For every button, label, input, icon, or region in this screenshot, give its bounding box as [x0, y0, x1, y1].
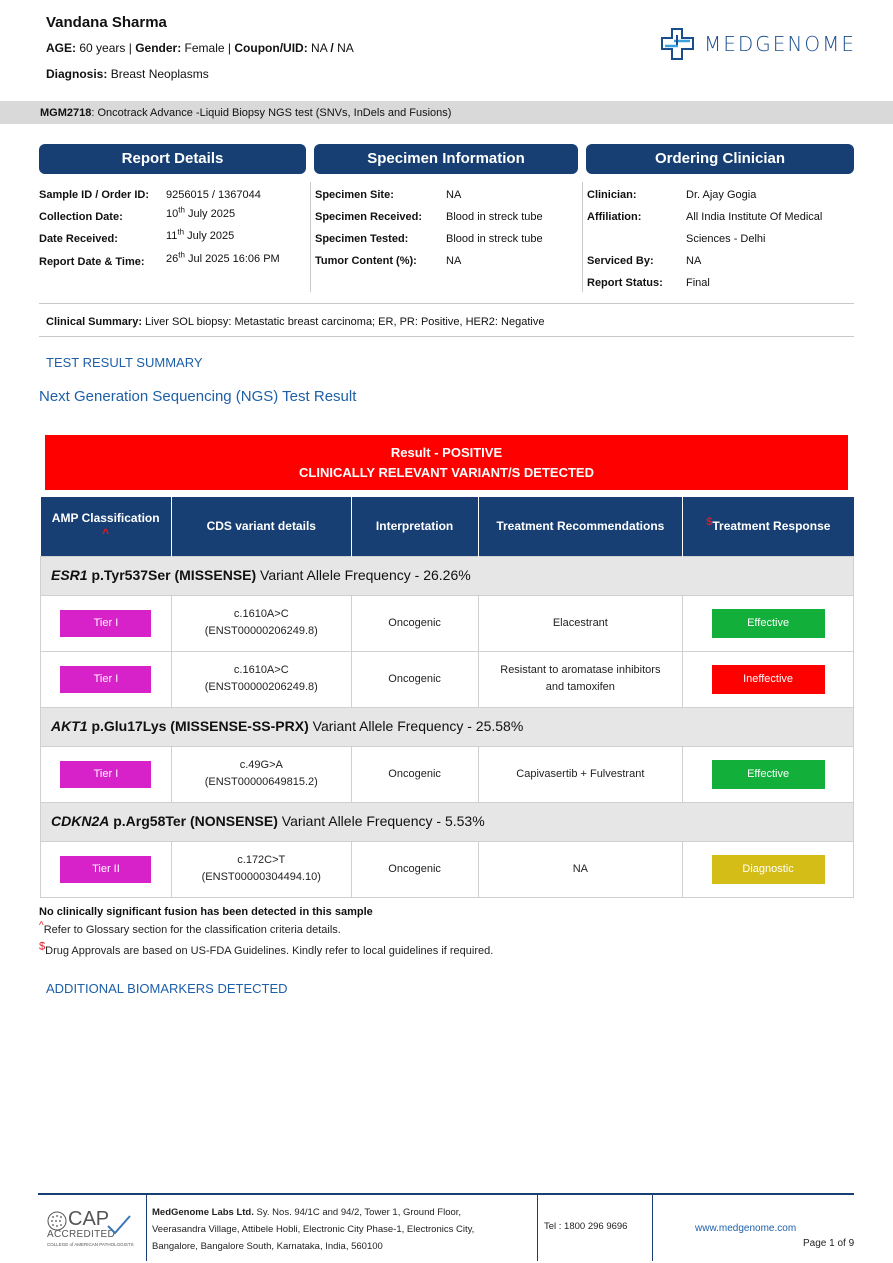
coupon-value: NA — [311, 41, 328, 55]
test-description-bar — [0, 101, 893, 124]
cap-text: CAP — [68, 1208, 110, 1230]
separator: | — [128, 41, 132, 55]
patient-diagnosis — [46, 67, 209, 81]
serviced-by-label: Serviced By: — [587, 255, 654, 267]
response-cell — [683, 595, 854, 651]
clinical-summary-label: Clinical Summary: — [46, 316, 142, 328]
coupon-label: Coupon/UID: — [234, 41, 308, 55]
cap-accredited-logo — [46, 1208, 146, 1248]
collection-date-label: Collection Date: — [39, 211, 123, 223]
variant-row — [41, 841, 854, 897]
telephone: Tel : 1800 296 9696 — [544, 1221, 628, 1232]
additional-biomarkers-heading: ADDITIONAL BIOMARKERS DETECTED — [46, 981, 288, 996]
tier-badge: Tier I — [60, 610, 151, 637]
specimen-tested-label: Specimen Tested: — [315, 233, 409, 245]
interpretation-cell: Oncogenic — [351, 841, 478, 897]
variants-table — [40, 497, 854, 898]
tier-badge: Tier I — [60, 666, 151, 693]
gene-row — [41, 802, 854, 841]
treatment-cell: Elacestrant — [478, 595, 683, 651]
company-name: MedGenome Labs Ltd. — [152, 1207, 254, 1218]
age-value: 60 years — [79, 41, 126, 55]
coupon-separator: / — [330, 41, 334, 55]
tumor-content-value: NA — [446, 255, 462, 267]
column-divider — [310, 182, 311, 292]
column-header-response: $Treatment Response — [683, 497, 854, 556]
diagnosis-value: Breast Neoplasms — [110, 67, 209, 81]
cds-cell: c.1610A>C (ENST00000206249.8) — [171, 595, 351, 651]
gene-row — [41, 707, 854, 746]
affiliation-label: Affiliation: — [587, 211, 642, 223]
tumor-content-label: Tumor Content (%): — [315, 255, 417, 267]
patient-name: Vandana Sharma — [46, 14, 167, 31]
result-status: Result - POSITIVE — [390, 445, 503, 460]
report-date-label: Report Date & Time: — [39, 256, 145, 268]
footer-divider-vertical — [146, 1195, 147, 1261]
treatment-cell: Capivasertib + Fulvestrant — [478, 746, 683, 802]
response-badge: Effective — [712, 609, 825, 638]
test-result-summary-heading: TEST RESULT SUMMARY — [46, 355, 203, 370]
interpretation-cell: Oncogenic — [351, 651, 478, 707]
specimen-site-label: Specimen Site: — [315, 189, 394, 201]
response-badge: Ineffective — [712, 665, 825, 694]
report-status-label: Report Status: — [587, 277, 663, 289]
column-header-amp: AMP Classification ^ — [41, 497, 172, 556]
medical-cross-icon — [660, 27, 696, 61]
date-received-value: 11th July 2025 — [166, 227, 235, 242]
diagnosis-label: Diagnosis: — [46, 67, 108, 81]
test-description: : Oncotrack Advance -Liquid Biopsy NGS test (SNVs, InDels and Fusions) — [91, 107, 452, 119]
specimen-tested-value: Blood in streck tube — [446, 233, 543, 245]
affiliation-value: All India Institute Of Medical — [686, 211, 823, 223]
gender-value: Female — [184, 41, 225, 55]
response-cell — [683, 841, 854, 897]
report-details-header: Report Details — [39, 144, 306, 174]
company-address: MedGenome Labs Ltd. Sy. Nos. 94/1C and 94/2, Tower 1, Ground Floor, Veerasandra Village, Attibele Hobli, Electronic City Phase-1, Electronics City, Bangalore, Bangalore South, Karnataka, India, 560100 — [152, 1207, 475, 1252]
tier-badge: Tier II — [60, 856, 151, 883]
website-link[interactable]: www.medgenome.com — [695, 1223, 797, 1234]
collection-date-value: 10th July 2025 — [166, 205, 236, 220]
column-header-cds: CDS variant details — [171, 497, 351, 556]
interpretation-cell: Oncogenic — [351, 595, 478, 651]
cap-accredited-text: ACCREDITED — [47, 1229, 116, 1240]
separator: | — [227, 41, 232, 55]
variant-row — [41, 746, 854, 802]
test-code: MGM2718 — [40, 107, 92, 119]
footer-divider-vertical — [537, 1195, 538, 1261]
variant-row — [41, 651, 854, 707]
sample-id-value: 9256015 / 1367044 — [166, 189, 261, 201]
clinical-summary-text: Liver SOL biopsy: Metastatic breast carcinoma; ER, PR: Positive, HER2: Negative — [141, 316, 545, 328]
caret-mark: ^ — [102, 526, 110, 541]
gender-label: Gender: — [135, 41, 182, 55]
cap-subtext: COLLEGE of AMERICAN PATHOLOGISTS — [47, 1242, 134, 1247]
treatment-cell: NA — [478, 841, 683, 897]
interpretation-cell: Oncogenic — [351, 746, 478, 802]
response-cell — [683, 746, 854, 802]
specimen-information-header: Specimen Information — [314, 144, 578, 174]
divider — [39, 303, 854, 304]
gene-header-akt1: AKT1 p.Glu17Lys (MISSENSE-SS-PRX) Variant Allele Frequency - 25.58% — [41, 707, 854, 746]
column-header-treatment: Treatment Recommendations — [478, 497, 683, 556]
affiliation-value-cont: Sciences - Delhi — [686, 233, 766, 245]
treatment-cell: Resistant to aromatase inhibitors and tamoxifen — [478, 651, 683, 707]
fusion-note: No clinically significant fusion has been detected in this sample — [39, 906, 373, 918]
footer-divider — [38, 1193, 854, 1195]
column-divider — [582, 182, 583, 292]
specimen-received-value: Blood in streck tube — [446, 211, 543, 223]
response-badge: Effective — [712, 760, 825, 789]
footer-divider-vertical — [652, 1195, 653, 1261]
amp-cell — [41, 746, 172, 802]
specimen-received-label: Specimen Received: — [315, 211, 422, 223]
result-banner — [45, 435, 848, 490]
drug-approval-note: $Drug Approvals are based on US-FDA Guidelines. Kindly refer to local guidelines if required. — [39, 940, 494, 957]
amp-cell — [41, 595, 172, 651]
response-badge: Diagnostic — [712, 855, 825, 884]
dollar-mark: $ — [706, 516, 713, 529]
table-header-row — [41, 497, 854, 556]
serviced-by-value: NA — [686, 255, 702, 267]
gene-header-esr1: ESR1 p.Tyr537Ser (MISSENSE) Variant Allele Frequency - 26.26% — [41, 556, 854, 595]
age-label: AGE: — [46, 41, 76, 55]
response-cell — [683, 651, 854, 707]
clinician-label: Clinician: — [587, 189, 637, 201]
cds-cell: c.49G>A (ENST00000649815.2) — [171, 746, 351, 802]
clinician-value: Dr. Ajay Gogia — [686, 189, 757, 201]
glossary-note: ^Refer to Glossary section for the classification criteria details. — [39, 920, 341, 936]
checkmark-icon — [106, 1214, 132, 1236]
amp-cell — [41, 651, 172, 707]
clinical-summary — [46, 316, 544, 328]
result-detail: CLINICALLY RELEVANT VARIANT/S DETECTED — [299, 465, 594, 480]
sample-id-label: Sample ID / Order ID: — [39, 189, 150, 201]
report-status-value: Final — [686, 277, 710, 289]
tier-badge: Tier I — [60, 761, 151, 788]
brand-name: MEDGENOME — [704, 32, 857, 56]
divider — [39, 336, 854, 337]
amp-cell — [41, 841, 172, 897]
report-date-value: 26th Jul 2025 16:06 PM — [166, 250, 280, 265]
page-number: Page 1 of 9 — [803, 1238, 855, 1249]
specimen-site-value: NA — [446, 189, 462, 201]
variant-row — [41, 595, 854, 651]
patient-demographics — [46, 41, 354, 55]
medgenome-logo — [660, 27, 856, 61]
gene-row — [41, 556, 854, 595]
cds-cell: c.172C>T (ENST00000304494.10) — [171, 841, 351, 897]
column-header-interpretation: Interpretation — [351, 497, 478, 556]
ngs-result-heading: Next Generation Sequencing (NGS) Test Result — [39, 388, 357, 405]
cds-cell: c.1610A>C (ENST00000206249.8) — [171, 651, 351, 707]
ordering-clinician-header: Ordering Clinician — [586, 144, 854, 174]
date-received-label: Date Received: — [39, 233, 118, 245]
uid-value: NA — [337, 41, 354, 55]
gene-header-cdkn2a: CDKN2A p.Arg58Ter (NONSENSE) Variant Allele Frequency - 5.53% — [41, 802, 854, 841]
